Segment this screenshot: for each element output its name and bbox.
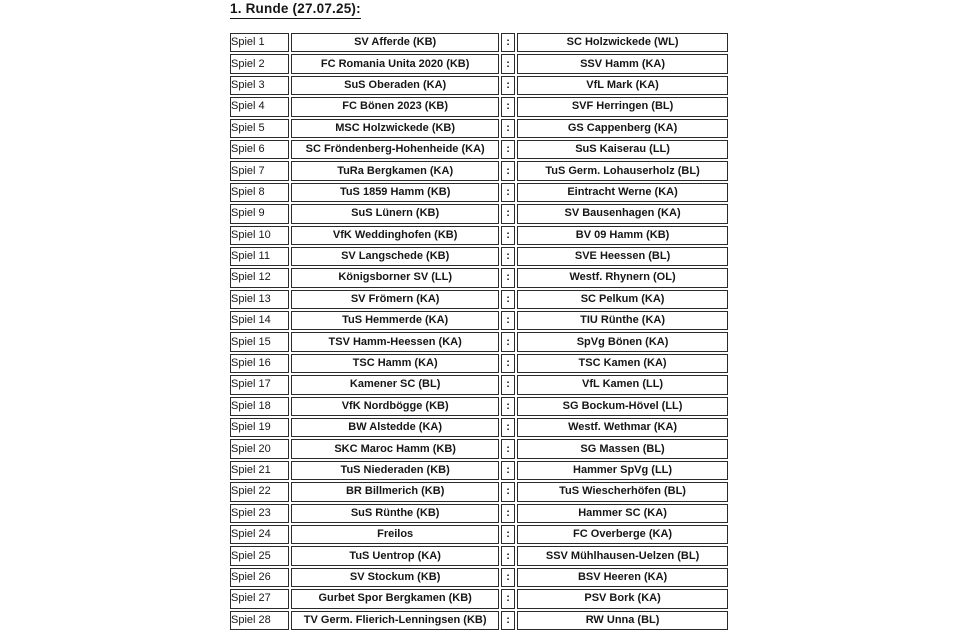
- table-row: [230, 290, 728, 309]
- away-team: TuS Wiescherhöfen (BL): [517, 482, 728, 501]
- score-separator: :: [501, 226, 515, 245]
- match-number: Spiel 9: [230, 204, 289, 223]
- table-row: [230, 161, 728, 180]
- score-separator: :: [501, 76, 515, 95]
- score-separator: :: [501, 290, 515, 309]
- home-team: MSC Holzwickede (KB): [291, 119, 499, 138]
- table-row: [230, 397, 728, 416]
- away-team: TIU Rünthe (KA): [517, 311, 728, 330]
- table-row: [230, 247, 728, 266]
- table-row: [230, 546, 728, 565]
- table-row: [230, 311, 728, 330]
- score-separator: :: [501, 611, 515, 630]
- match-number: Spiel 26: [230, 568, 289, 587]
- away-team: SpVg Bönen (KA): [517, 332, 728, 351]
- table-row: [230, 332, 728, 351]
- away-team: SuS Kaiserau (LL): [517, 140, 728, 159]
- table-row: [230, 611, 728, 630]
- page-title: 1. Runde (27.07.25):: [230, 1, 361, 19]
- score-separator: :: [501, 119, 515, 138]
- away-team: SSV Hamm (KA): [517, 54, 728, 73]
- home-team: TuS Niederaden (KB): [291, 461, 499, 480]
- fixtures-table-body: [230, 33, 728, 630]
- score-separator: :: [501, 97, 515, 116]
- match-number: Spiel 10: [230, 226, 289, 245]
- score-separator: :: [501, 268, 515, 287]
- fixtures-table: [228, 31, 730, 632]
- match-number: Spiel 11: [230, 247, 289, 266]
- table-row: [230, 375, 728, 394]
- score-separator: :: [501, 482, 515, 501]
- score-separator: :: [501, 375, 515, 394]
- match-number: Spiel 15: [230, 332, 289, 351]
- score-separator: :: [501, 332, 515, 351]
- away-team: BV 09 Hamm (KB): [517, 226, 728, 245]
- table-row: [230, 439, 728, 458]
- table-row: [230, 354, 728, 373]
- score-separator: :: [501, 439, 515, 458]
- table-row: [230, 268, 728, 287]
- match-number: Spiel 3: [230, 76, 289, 95]
- away-team: PSV Bork (KA): [517, 589, 728, 608]
- table-row: [230, 204, 728, 223]
- home-team: TuS Hemmerde (KA): [291, 311, 499, 330]
- table-row: [230, 525, 728, 544]
- score-separator: :: [501, 568, 515, 587]
- away-team: SVE Heessen (BL): [517, 247, 728, 266]
- match-number: Spiel 21: [230, 461, 289, 480]
- match-number: Spiel 25: [230, 546, 289, 565]
- match-number: Spiel 13: [230, 290, 289, 309]
- match-number: Spiel 2: [230, 54, 289, 73]
- match-number: Spiel 1: [230, 33, 289, 52]
- home-team: TuRa Bergkamen (KA): [291, 161, 499, 180]
- away-team: SC Holzwickede (WL): [517, 33, 728, 52]
- table-row: [230, 504, 728, 523]
- home-team: SV Stockum (KB): [291, 568, 499, 587]
- away-team: VfL Mark (KA): [517, 76, 728, 95]
- home-team: Gurbet Spor Bergkamen (KB): [291, 589, 499, 608]
- match-number: Spiel 28: [230, 611, 289, 630]
- table-row: [230, 568, 728, 587]
- table-row: [230, 140, 728, 159]
- home-team: BR Billmerich (KB): [291, 482, 499, 501]
- home-team: SuS Oberaden (KA): [291, 76, 499, 95]
- table-row: [230, 33, 728, 52]
- match-number: Spiel 18: [230, 397, 289, 416]
- table-row: [230, 54, 728, 73]
- away-team: TSC Kamen (KA): [517, 354, 728, 373]
- home-team: Kamener SC (BL): [291, 375, 499, 394]
- match-number: Spiel 20: [230, 439, 289, 458]
- score-separator: :: [501, 140, 515, 159]
- home-team: TSV Hamm-Heessen (KA): [291, 332, 499, 351]
- away-team: SSV Mühlhausen-Uelzen (BL): [517, 546, 728, 565]
- match-number: Spiel 8: [230, 183, 289, 202]
- away-team: Westf. Rhynern (OL): [517, 268, 728, 287]
- match-number: Spiel 4: [230, 97, 289, 116]
- away-team: SG Bockum-Hövel (LL): [517, 397, 728, 416]
- home-team: Freilos: [291, 525, 499, 544]
- match-number: Spiel 7: [230, 161, 289, 180]
- home-team: FC Romania Unita 2020 (KB): [291, 54, 499, 73]
- table-row: [230, 76, 728, 95]
- home-team: VfK Nordbögge (KB): [291, 397, 499, 416]
- away-team: GS Cappenberg (KA): [517, 119, 728, 138]
- away-team: TuS Germ. Lohauserholz (BL): [517, 161, 728, 180]
- match-number: Spiel 22: [230, 482, 289, 501]
- match-number: Spiel 16: [230, 354, 289, 373]
- match-number: Spiel 23: [230, 504, 289, 523]
- away-team: Hammer SC (KA): [517, 504, 728, 523]
- match-number: Spiel 24: [230, 525, 289, 544]
- table-row: [230, 418, 728, 437]
- score-separator: :: [501, 311, 515, 330]
- away-team: SV Bausenhagen (KA): [517, 204, 728, 223]
- home-team: TuS 1859 Hamm (KB): [291, 183, 499, 202]
- away-team: SVF Herringen (BL): [517, 97, 728, 116]
- away-team: Eintracht Werne (KA): [517, 183, 728, 202]
- score-separator: :: [501, 546, 515, 565]
- home-team: SuS Rünthe (KB): [291, 504, 499, 523]
- score-separator: :: [501, 183, 515, 202]
- score-separator: :: [501, 397, 515, 416]
- score-separator: :: [501, 161, 515, 180]
- score-separator: :: [501, 504, 515, 523]
- home-team: SV Langschede (KB): [291, 247, 499, 266]
- home-team: BW Alstedde (KA): [291, 418, 499, 437]
- match-number: Spiel 14: [230, 311, 289, 330]
- away-team: RW Unna (BL): [517, 611, 728, 630]
- away-team: SG Massen (BL): [517, 439, 728, 458]
- home-team: SuS Lünern (KB): [291, 204, 499, 223]
- table-row: [230, 461, 728, 480]
- home-team: VfK Weddinghofen (KB): [291, 226, 499, 245]
- away-team: SC Pelkum (KA): [517, 290, 728, 309]
- away-team: FC Overberge (KA): [517, 525, 728, 544]
- match-number: Spiel 17: [230, 375, 289, 394]
- home-team: SV Afferde (KB): [291, 33, 499, 52]
- away-team: Hammer SpVg (LL): [517, 461, 728, 480]
- score-separator: :: [501, 525, 515, 544]
- score-separator: :: [501, 204, 515, 223]
- score-separator: :: [501, 247, 515, 266]
- match-number: Spiel 6: [230, 140, 289, 159]
- score-separator: :: [501, 54, 515, 73]
- score-separator: :: [501, 418, 515, 437]
- score-separator: :: [501, 461, 515, 480]
- match-number: Spiel 12: [230, 268, 289, 287]
- home-team: SC Fröndenberg-Hohenheide (KA): [291, 140, 499, 159]
- home-team: FC Bönen 2023 (KB): [291, 97, 499, 116]
- home-team: SKC Maroc Hamm (KB): [291, 439, 499, 458]
- table-row: [230, 97, 728, 116]
- match-number: Spiel 19: [230, 418, 289, 437]
- home-team: Königsborner SV (LL): [291, 268, 499, 287]
- table-row: [230, 589, 728, 608]
- score-separator: :: [501, 354, 515, 373]
- score-separator: :: [501, 589, 515, 608]
- table-row: [230, 482, 728, 501]
- away-team: BSV Heeren (KA): [517, 568, 728, 587]
- home-team: TuS Uentrop (KA): [291, 546, 499, 565]
- home-team: TSC Hamm (KA): [291, 354, 499, 373]
- table-row: [230, 226, 728, 245]
- home-team: TV Germ. Flierich-Lenningsen (KB): [291, 611, 499, 630]
- away-team: Westf. Wethmar (KA): [517, 418, 728, 437]
- away-team: VfL Kamen (LL): [517, 375, 728, 394]
- home-team: SV Frömern (KA): [291, 290, 499, 309]
- table-row: [230, 183, 728, 202]
- score-separator: :: [501, 33, 515, 52]
- table-row: [230, 119, 728, 138]
- match-number: Spiel 5: [230, 119, 289, 138]
- match-number: Spiel 27: [230, 589, 289, 608]
